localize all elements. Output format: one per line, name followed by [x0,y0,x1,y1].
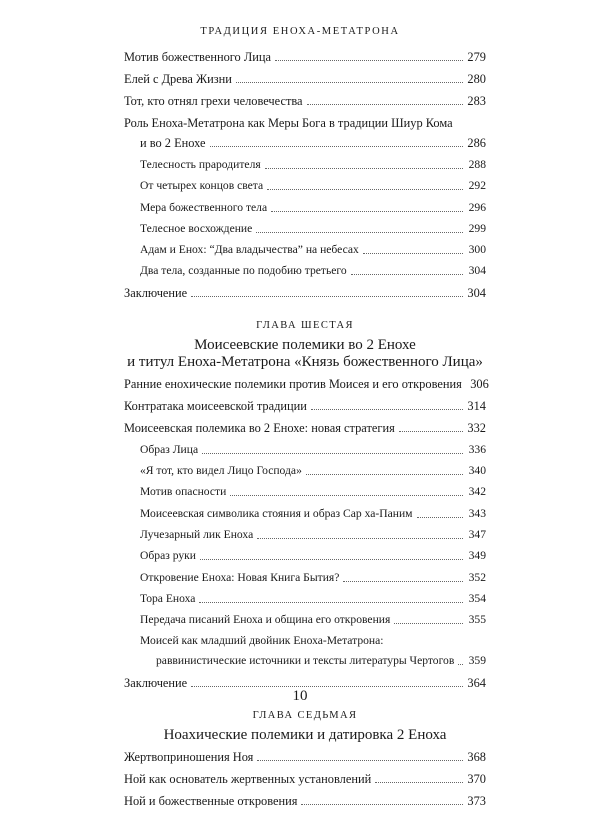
toc-entry-title-continued: и во 2 Енохе [140,136,206,150]
toc-entry [124,634,486,668]
dot-leader [311,408,463,410]
toc-entry [124,376,489,391]
toc-entry [124,421,486,435]
toc-entry-title: Заключение [124,285,188,300]
toc-page-number: 292 [468,179,486,193]
toc-entry [124,50,486,64]
toc-page-number: 300 [468,243,486,257]
toc-entry-title: Моисей как младший двойник Еноха-Метатрона: [140,634,384,648]
toc-page-number: 347 [468,527,486,541]
toc-entry-title: От четырех концов света [140,179,264,193]
toc-entry [124,571,486,585]
toc-entry-title: Образ Лица [140,442,199,456]
toc-entry-title: Адам и Енох: “Два владычества” на небесах [140,243,359,257]
toc-entry-title-continued: раввинистические источники и тексты литературы Чертогов [156,654,455,668]
toc-page-number: 354 [468,591,486,605]
toc-entry-title: «Я тот, кто видел Лицо Господа» [140,464,302,478]
dot-leader [230,494,463,496]
chapter-title [124,727,486,744]
toc-page-number: 288 [468,158,486,171]
chapter-title-line: и титул Еноха-Метатрона «Князь божественного Лица» [127,353,483,370]
dot-leader [394,622,463,624]
toc-page-number: 306 [470,376,489,391]
toc-entry-title: Жертвоприношения Ноя [124,749,254,764]
dot-leader [271,210,463,212]
toc-entry-title: Передача писаний Еноха и община его откровения [140,613,391,627]
dot-leader [236,81,463,83]
toc-entry-title: Образ руки [140,549,196,563]
dot-leader [399,430,463,432]
toc-entry-title: Роль Еноха-Метатрона как Меры Бога в традиции Шиур Кома [124,116,453,130]
toc-page-number: 336 [468,442,486,456]
toc-entry-title: Моисеевская полемика во 2 Енохе: новая стратегия [124,420,395,435]
toc-entry [124,772,486,786]
toc-entry [124,179,486,193]
toc-entry [124,286,486,300]
dot-leader [306,473,463,475]
toc-entry-title: Ной и божественные откровения [124,793,298,808]
toc-page-number: 352 [468,570,486,584]
toc-entry-title: Ной как основатель жертвенных установлений [124,771,372,786]
toc-entry-title: Откровение Еноха: Новая Книга Бытия? [140,570,340,584]
toc-entry-title: Мотив опасности [140,485,227,499]
toc-entry [124,549,486,563]
toc-page-number: 299 [468,221,486,235]
dot-leader [200,558,463,560]
chapter-entries [124,750,486,808]
toc-entry [124,464,486,478]
toc-page-number: 359 [468,654,486,668]
toc-entry-title: Два тела, созданные по подобию третьего [140,264,347,278]
toc-page-number: 296 [468,200,486,214]
toc-entry [124,222,486,236]
toc-entry [124,264,486,278]
toc-entry [124,443,486,457]
toc-entry [124,116,486,150]
dot-leader [256,231,463,233]
toc-entry [124,485,486,499]
toc-entry-title: Тот, кто отнял грехи человечества [124,94,303,108]
toc-entry-title: Тора Еноха [140,591,196,605]
toc-page-number: 368 [467,749,486,764]
dot-leader [202,452,463,454]
dot-leader [257,537,463,539]
toc-page-number: 364 [467,675,486,690]
dot-leader [191,295,463,297]
toc-entry [124,158,486,172]
toc-entry-title: Телесность прародителя [140,158,261,171]
toc-entry-title: Заключение [124,675,188,690]
dot-leader [301,803,463,805]
toc-page-number: 343 [468,506,486,520]
toc-entry [124,243,486,257]
toc-entry [124,399,486,413]
chapter-title [124,337,486,371]
dot-leader [199,601,463,603]
running-head: ТРАДИЦИЯ ЕНОХА-МЕТАТРОНА [200,26,400,37]
toc-page-number: 373 [467,793,486,808]
toc-entry [124,94,486,108]
dot-leader [351,273,463,275]
chapter-title-line: Ноахические полемики и датировка 2 Еноха [163,726,447,743]
toc-page-number: 279 [467,50,486,64]
dot-leader [458,663,463,665]
dot-leader [375,781,463,783]
dot-leader [267,188,463,190]
toc-page-number: 332 [467,420,486,435]
chapter-entries [124,376,489,690]
toc-entry [124,507,486,521]
chapter-label: ГЛАВА СЕДЬМАЯ [252,709,358,721]
toc-entry [124,613,486,627]
toc-entry-title: Контратака моисеевской традиции [124,398,307,413]
toc-page-number: 304 [468,264,486,278]
toc-page-number: 280 [467,72,486,86]
chapter-title-line: Моисеевские полемики во 2 Енохе [194,336,416,353]
chapter-label: ГЛАВА ШЕСТАЯ [256,319,354,331]
toc-page-number: 304 [467,285,486,300]
dot-leader [417,516,463,518]
dot-leader [363,252,463,254]
toc-entry [124,72,486,86]
toc-entry-title: Лучезарный лик Еноха [140,527,254,541]
toc-page-number: 283 [467,94,486,108]
toc-entry-title: Мотив божественного Лица [124,50,272,64]
toc-page-number: 349 [468,549,486,563]
toc-page-number: 342 [468,485,486,499]
toc-entry [124,528,486,542]
toc-page-number: 370 [467,771,486,786]
dot-leader [257,759,463,761]
toc-entry [124,794,486,808]
toc-page-number: 340 [468,464,486,478]
dot-leader [265,167,463,169]
toc-entry [124,592,486,606]
page-number: 10 [292,688,308,704]
toc-entry-title: Елей с Древа Жизни [124,72,232,86]
toc-entry [124,201,486,215]
dot-leader [210,145,463,147]
toc-entry-title: Телесное восхождение [140,221,253,235]
dot-leader [191,685,463,687]
dot-leader [275,59,463,61]
dot-leader [307,103,463,105]
toc-entry-title: Мера божественного тела [140,200,268,214]
toc-page-number: 286 [467,136,486,150]
toc-page-number: 314 [467,398,486,413]
toc-entry [124,750,486,764]
toc-entry-title: Моисеевская символика стояния и образ Сар ха-Паним [140,506,413,520]
dot-leader [343,580,463,582]
toc-page-number: 355 [468,613,486,627]
toc-section-continued [124,50,486,300]
toc-entry-title: Ранние енохические полемики против Моисея и его откровения [124,376,462,391]
